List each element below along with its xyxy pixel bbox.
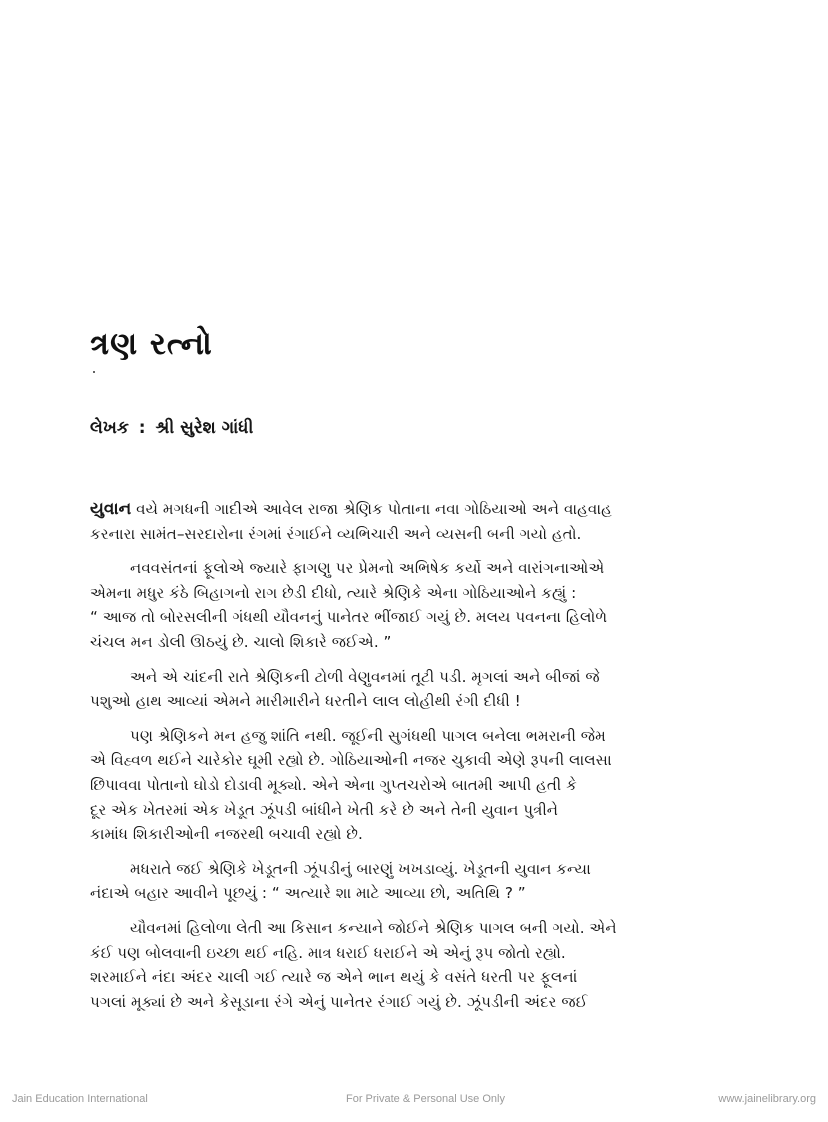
- footer-publisher: Jain Education International: [12, 1093, 148, 1105]
- text-line: છિપાવવા પોતાનો ઘોડો દોડાવી મૂક્યો. એને એના ગુપ્તચરોએ બાતમી આપી હતી કે: [90, 775, 577, 794]
- page-footer: [0, 1093, 828, 1109]
- text-line: મધરાતે જઈ શ્રેણિકે ખેડૂતની ઝૂંપડીનું બારણું ખખડાવ્યું. ખેડૂતની યુવાન કન્યા: [130, 859, 591, 878]
- text-line: પણ શ્રેણિકને મન હજુ શાંતિ નથી. જૂઈની સુગંધથી પાગલ બનેલા ભમરાની જેમ: [130, 726, 606, 745]
- paragraph-3: [90, 665, 766, 714]
- author-name: શ્રી સુરેશ ગાંધી: [155, 418, 254, 438]
- paragraph-6: [90, 916, 766, 1014]
- paragraph-5: [90, 857, 766, 906]
- text-line: કંઈ પણ બોલવાની ઇચ્છા થઈ નહિ. માત્ર ધરાઈ ધરાઈને એ એનું રૂપ જોતો રહ્યો.: [90, 943, 566, 962]
- paragraph-2: [90, 556, 766, 654]
- stray-dot-mark: [93, 371, 95, 373]
- story-body: [90, 497, 766, 1024]
- paragraph-4: [90, 724, 766, 847]
- text-line: પશુઓ હાથ આવ્યાં એમને મારીમારીને ધરતીને લાલ લોહીથી રંગી દીધી !: [90, 692, 521, 711]
- footer-website-link[interactable]: www.jainelibrary.org: [718, 1093, 816, 1105]
- text-line: “ આજ તો બોરસલીની ગંધથી યૌવનનું પાનેતર ભીંજાઈ ગયું છે. મલય પવનના હિલોળે: [90, 608, 608, 627]
- text-line: કરનારા સામંત–સરદારોના રંગમાં રંગાઈને વ્યભિચારી અને વ્યસની બની ગયો હતો.: [90, 524, 582, 543]
- text-line: વયે મગધની ગાદીએ આવેલ રાજા શ્રેણિક પોતાના નવા ગોઠિયાઓ અને વાહવાહ: [131, 500, 612, 518]
- text-line: યૌવનમાં હિલોળા લેતી આ કિસાન કન્યાને જોઈને શ્રેણિક પાગલ બની ગયો. એને: [130, 918, 617, 937]
- text-line: શરમાઈને નંદા અંદર ચાલી ગઈ ત્યારે જ એને ભાન થયું કે વસંતે ધરતી પર ફૂલનાં: [90, 968, 578, 987]
- paragraph-1: [90, 497, 766, 546]
- text-line: દૂર એક ખેતરમાં એક ખેડૂત ઝૂંપડી બાંધીને ખેતી કરે છે અને તેની યુવાન પુત્રીને: [90, 800, 559, 819]
- author-line: [90, 418, 253, 438]
- text-line: કામાંધ શિકારીઓની નજરથી બચાવી રહ્યો છે.: [90, 825, 363, 844]
- text-line: નવવસંતનાં ફૂલોએ જ્યારે ફાગણુ પર પ્રેમનો અભિષેક કર્યો અને વારાંગનાઓએ: [130, 559, 605, 578]
- text-line: પગલાં મૂક્યાં છે અને કેસૂડાના રંગે એનું પાનેતર રંગાઈ ગયું છે. ઝૂંપડીની અંદર જઈ: [90, 992, 588, 1011]
- drop-lead-word: યુવાન: [90, 499, 132, 519]
- author-separator: :: [138, 418, 146, 438]
- text-line: એમના મધુર કંઠે બિહાગનો રાગ છેડી દીધો, ત્યારે શ્રેણિકે એના ગોઠિયાઓને કહ્યું :: [90, 583, 577, 602]
- text-line: ચંચલ મન ડોલી ઊઠયું છે. ચાલો શિકારે જઈએ. ”: [90, 632, 392, 651]
- text-line: અને એ ચાંદની રાતે શ્રેણિકની ટોળી વેણુવનમાં તૂટી પડી. મૃગલાં અને બીજાં જે: [130, 667, 600, 686]
- author-label: લેખક: [90, 418, 129, 438]
- page-title: ત્રણ રત્નો: [90, 326, 213, 362]
- text-line: નંદાએ બહાર આવીને પૂછયું : “ અત્યારે શા માટે આવ્યા છો, અતિથિ ? ”: [90, 884, 526, 903]
- footer-usage-note: For Private & Personal Use Only: [346, 1093, 505, 1105]
- text-line: એ વિહ્વળ થઈને ચારેકોર ઘૂમી રહ્યો છે. ગોઠિયાઓની નજર ચુકાવી એણે રૂપની લાલસા: [90, 751, 612, 770]
